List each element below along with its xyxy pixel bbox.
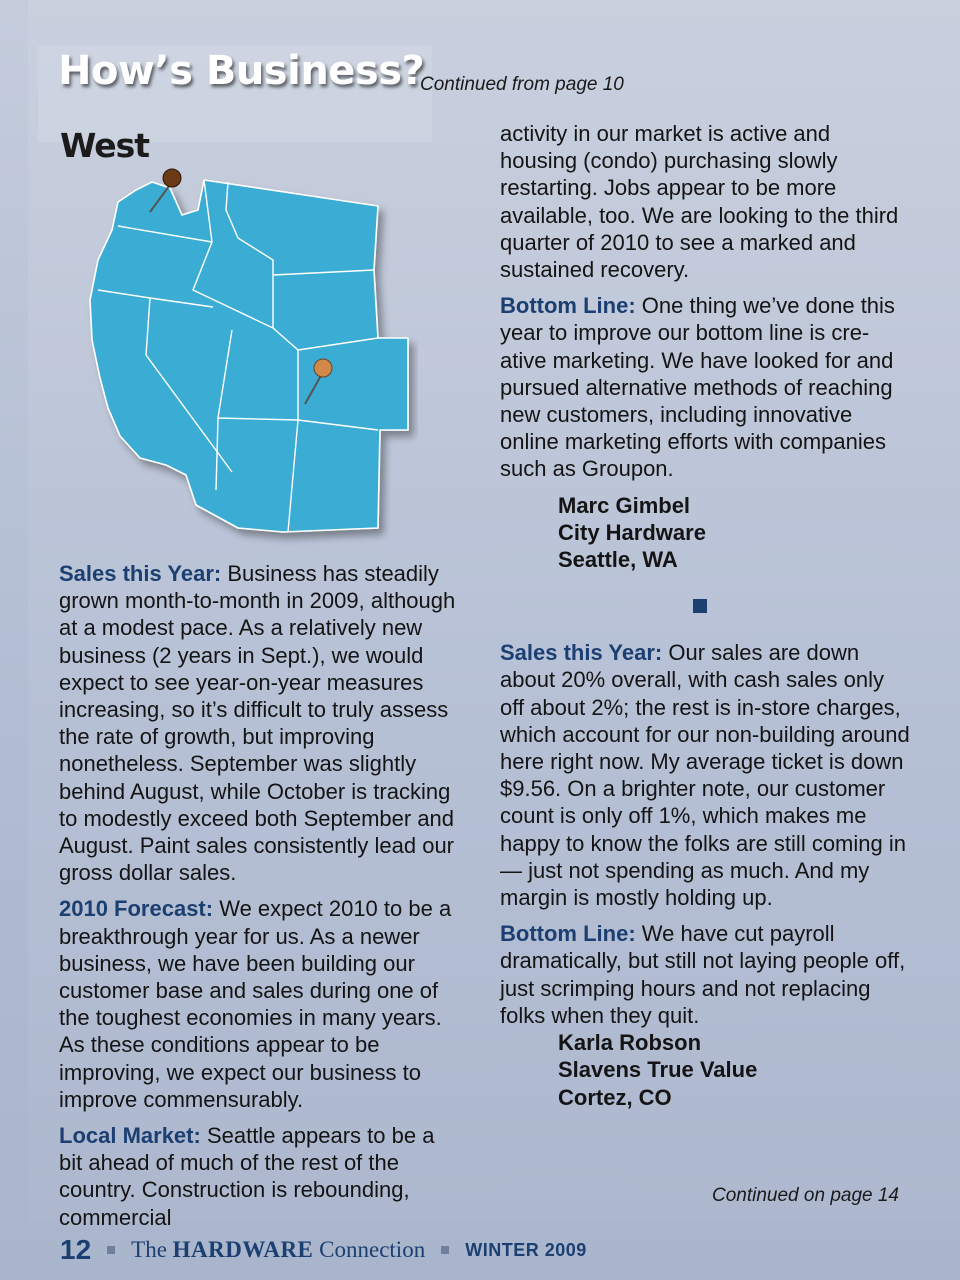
bottom-line-text-2: We have cut payroll dramatically, but still not laying people off, just scrimping hours and not replacing folks when they quit. xyxy=(500,921,906,1028)
forecast-label: 2010 Forecast: xyxy=(59,896,214,922)
footer-separator-icon xyxy=(107,1246,115,1254)
bottom-line-paragraph-2 xyxy=(500,920,910,1029)
forecast-text: We expect 2010 to be a breakthrough year for us. As a newer business, we have been building our customer base and sales during one of the toughest economies in many years. As these conditions appear to be improving, we expect our business to improve commensurably. xyxy=(59,896,452,1112)
footer-separator-icon xyxy=(441,1246,449,1254)
signature-company-2: Slavens True Value xyxy=(558,1057,758,1083)
section-divider-square xyxy=(693,599,707,613)
continuation-paragraph: activity in our market is active and housing (condo) purchasing slowly restarting. Jobs appear to be more available, too. We are looking to the third quarter of 2010 to see a marked and sustained recovery. xyxy=(500,121,899,283)
bottom-line-label-2: Bottom Line: xyxy=(500,921,636,947)
sales-text-2: Our sales are down about 20% overall, with cash sales only off about 2%; the rest is in-store charges, which account for our non-building around here right now. My average ticket is down $9.56. On a brighter note, our customer count is only off 1%, which makes me happy to know the folks are still coming in — just not spending as much. And my margin is mostly holding up. xyxy=(500,640,910,911)
right-column xyxy=(500,120,910,1111)
signature-location-1: Seattle, WA xyxy=(558,547,678,573)
signature-location-2: Cortez, CO xyxy=(558,1084,672,1110)
sales-text: Business has steadily grown month-to-month in 2009, although at a modest pace. As a relatively new business (2 years in Sept.), we would expect to see year-on-year measures increasing, so it’s difficult to truly assess the rate of growth, but improving nonetheless. September was slightly behind August, while October is tracking to modestly exceed both September and August. Paint sales consistently lead our gross dollar sales. xyxy=(59,561,456,886)
local-market-paragraph xyxy=(59,1122,463,1231)
signature-name-1: Marc Gimbel xyxy=(558,492,691,518)
sales-label-2: Sales this Year: xyxy=(500,640,663,666)
sales-paragraph xyxy=(59,560,463,886)
western-states-map xyxy=(78,160,418,550)
signature-name-2: Karla Robson xyxy=(558,1030,702,1056)
left-column xyxy=(59,560,463,1240)
sales-paragraph-2 xyxy=(500,639,910,911)
forecast-paragraph xyxy=(59,895,463,1113)
page-number: 12 xyxy=(60,1234,92,1265)
region-heading: West xyxy=(60,126,150,165)
bottom-line-paragraph-1 xyxy=(500,292,910,482)
magazine-name xyxy=(131,1237,425,1263)
signature-company-1: City Hardware xyxy=(558,519,706,545)
continued-from-note: Continued from page 10 xyxy=(420,74,624,95)
magazine-prefix: The xyxy=(131,1237,173,1262)
page-title: How’s Business? xyxy=(58,48,425,94)
magazine-suffix: Connection xyxy=(313,1237,426,1262)
page-footer xyxy=(60,1234,587,1266)
sales-label: Sales this Year: xyxy=(59,561,222,586)
local-market-text: Seattle appears to be a bit ahead of much of the rest of the country. Construction is rebounding, commercial xyxy=(59,1123,435,1230)
bottom-line-label-1: Bottom Line: xyxy=(500,293,636,319)
magazine-bold: HARDWARE xyxy=(172,1237,314,1262)
issue-label: WINTER 2009 xyxy=(465,1239,587,1260)
bottom-line-text-1: One thing we’ve done this year to improve our bottom line is cre-ative marketing. We have looked for and pursued alternative methods of reaching new customers, including innovative online marketing efforts with companies such as Groupon. xyxy=(500,293,895,482)
local-market-label: Local Market: xyxy=(59,1123,201,1149)
continued-on-note: Continued on page 14 xyxy=(712,1185,899,1206)
map-region-shape xyxy=(90,180,408,532)
